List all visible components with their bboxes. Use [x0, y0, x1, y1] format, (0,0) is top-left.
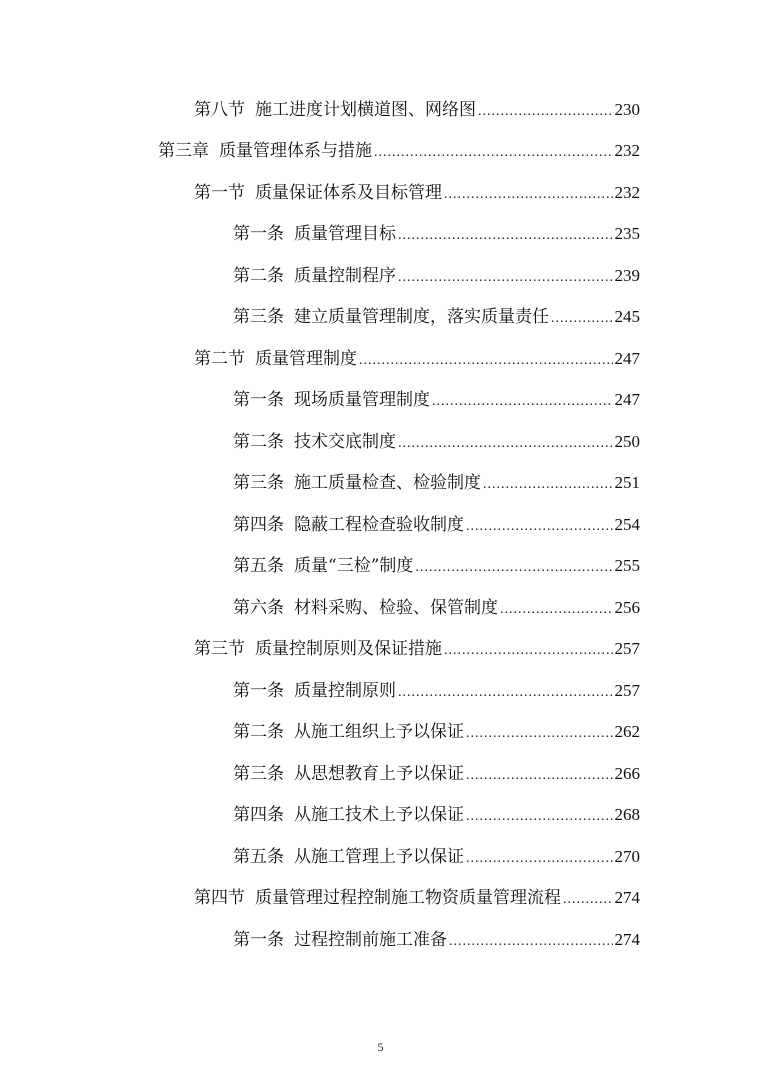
toc-entry-page: 235	[614, 224, 640, 244]
toc-entry[interactable]	[0, 837, 761, 879]
toc-entry-page: 274	[614, 888, 640, 908]
toc-entry[interactable]	[0, 920, 761, 962]
toc-entry-page: 257	[614, 680, 640, 700]
dot-leader	[374, 142, 613, 164]
toc-entry-title: 隐蔽工程检查验收制度	[294, 514, 464, 535]
toc-entry-page: 274	[614, 929, 640, 949]
toc-entry-page: 230	[614, 99, 640, 119]
toc-entry-title: 质量“三检”制度	[294, 556, 414, 577]
toc-entry[interactable]	[0, 132, 761, 174]
toc-entry-title: 技术交底制度	[294, 431, 396, 452]
dot-leader	[398, 682, 613, 704]
toc-entry-number: 第三条	[233, 763, 284, 784]
dot-leader	[466, 723, 613, 745]
toc-entry-number: 第一条	[233, 390, 284, 411]
toc-entry[interactable]	[0, 588, 761, 630]
toc-entry-title: 质量管理过程控制施工物资质量管理流程	[255, 888, 561, 909]
dot-leader	[449, 931, 613, 953]
toc-entry-title: 质量管理制度	[255, 348, 357, 369]
toc-entry-number: 第八节	[194, 99, 245, 120]
toc-entry[interactable]	[0, 90, 761, 132]
dot-leader	[466, 516, 613, 538]
toc-entry-number: 第六条	[233, 597, 284, 618]
dot-leader	[551, 308, 613, 330]
dot-leader	[466, 806, 613, 828]
toc-entry-title: 施工进度计划横道图、网络图	[255, 99, 476, 120]
toc-entry[interactable]	[0, 339, 761, 381]
toc-entry-title: 从施工技术上予以保证	[294, 805, 464, 826]
toc-entry-page: 262	[614, 722, 640, 742]
toc-entry-page: 254	[614, 514, 640, 534]
toc-entry[interactable]	[0, 796, 761, 838]
toc-entry-number: 第五条	[233, 556, 284, 577]
toc-entry-number: 第三章	[158, 141, 209, 162]
toc-entry-number: 第二条	[233, 265, 284, 286]
toc-entry-title: 质量控制原则及保证措施	[255, 639, 442, 660]
toc-entry-page: 256	[614, 597, 640, 617]
toc-entry-title: 施工质量检查、检验制度	[294, 473, 481, 494]
toc-entry-number: 第一节	[194, 182, 245, 203]
dot-leader	[398, 225, 613, 247]
toc-entry-title: 质量控制程序	[294, 265, 396, 286]
toc-entry-number: 第二条	[233, 431, 284, 452]
dot-leader	[478, 101, 613, 123]
toc-entry[interactable]	[0, 630, 761, 672]
toc-entry-page: 270	[614, 846, 640, 866]
toc-entry-page: 251	[614, 473, 640, 493]
toc-entry[interactable]	[0, 298, 761, 340]
toc-entry-title: 过程控制前施工准备	[294, 929, 447, 950]
toc-entry[interactable]	[0, 547, 761, 589]
toc-entry-number: 第一条	[233, 224, 284, 245]
dot-leader	[563, 889, 613, 911]
toc-entry-title: 质量管理体系与措施	[219, 141, 372, 162]
toc-entry-page: 268	[614, 805, 640, 825]
toc-entry-number: 第三条	[233, 473, 284, 494]
toc-entry[interactable]	[0, 422, 761, 464]
dot-leader	[444, 184, 613, 206]
dot-leader	[398, 433, 613, 455]
dot-leader	[432, 391, 613, 413]
toc-entry[interactable]	[0, 464, 761, 506]
toc-entry[interactable]	[0, 505, 761, 547]
toc-entry-page: 250	[614, 431, 640, 451]
toc-entry-page: 247	[614, 348, 640, 368]
toc-entry-page: 257	[614, 639, 640, 659]
toc-entry-page: 266	[614, 763, 640, 783]
toc-entry-number: 第四条	[233, 805, 284, 826]
dot-leader	[444, 640, 613, 662]
toc-entry-number: 第五条	[233, 846, 284, 867]
toc-entry-number: 第三条	[233, 307, 284, 328]
toc-entry[interactable]	[0, 879, 761, 921]
toc-entry[interactable]	[0, 173, 761, 215]
table-of-contents	[0, 90, 761, 962]
toc-entry[interactable]	[0, 256, 761, 298]
dot-leader	[466, 765, 613, 787]
toc-entry-title: 从施工组织上予以保证	[294, 722, 464, 743]
toc-entry[interactable]	[0, 671, 761, 713]
toc-entry-number: 第一条	[233, 680, 284, 701]
toc-entry[interactable]	[0, 215, 761, 257]
dot-leader	[466, 848, 613, 870]
toc-entry-title: 从思想教育上予以保证	[294, 763, 464, 784]
toc-entry[interactable]	[0, 754, 761, 796]
dot-leader	[483, 474, 613, 496]
toc-entry[interactable]	[0, 713, 761, 755]
toc-entry[interactable]	[0, 381, 761, 423]
toc-entry-title: 质量管理目标	[294, 224, 396, 245]
dot-leader	[500, 599, 613, 621]
toc-entry-number: 第四条	[233, 514, 284, 535]
toc-entry-page: 247	[614, 390, 640, 410]
toc-entry-page: 239	[614, 265, 640, 285]
toc-entry-number: 第三节	[194, 639, 245, 660]
toc-entry-page: 232	[614, 141, 640, 161]
toc-entry-page: 245	[614, 307, 640, 327]
toc-entry-title: 材料采购、检验、保管制度	[294, 597, 498, 618]
toc-entry-title: 从施工管理上予以保证	[294, 846, 464, 867]
dot-leader	[359, 350, 613, 372]
dot-leader	[398, 267, 613, 289]
toc-entry-number: 第一条	[233, 929, 284, 950]
page-number: 5	[377, 1040, 384, 1054]
toc-entry-page: 232	[614, 182, 640, 202]
toc-entry-title: 建立质量管理制度，落实质量责任	[294, 307, 549, 328]
toc-entry-page: 255	[614, 556, 640, 576]
toc-entry-number: 第四节	[194, 888, 245, 909]
dot-leader	[415, 557, 612, 579]
toc-entry-title: 现场质量管理制度	[294, 390, 430, 411]
toc-entry-number: 第二节	[194, 348, 245, 369]
toc-entry-title: 质量控制原则	[294, 680, 396, 701]
toc-entry-title: 质量保证体系及目标管理	[255, 182, 442, 203]
toc-entry-number: 第二条	[233, 722, 284, 743]
